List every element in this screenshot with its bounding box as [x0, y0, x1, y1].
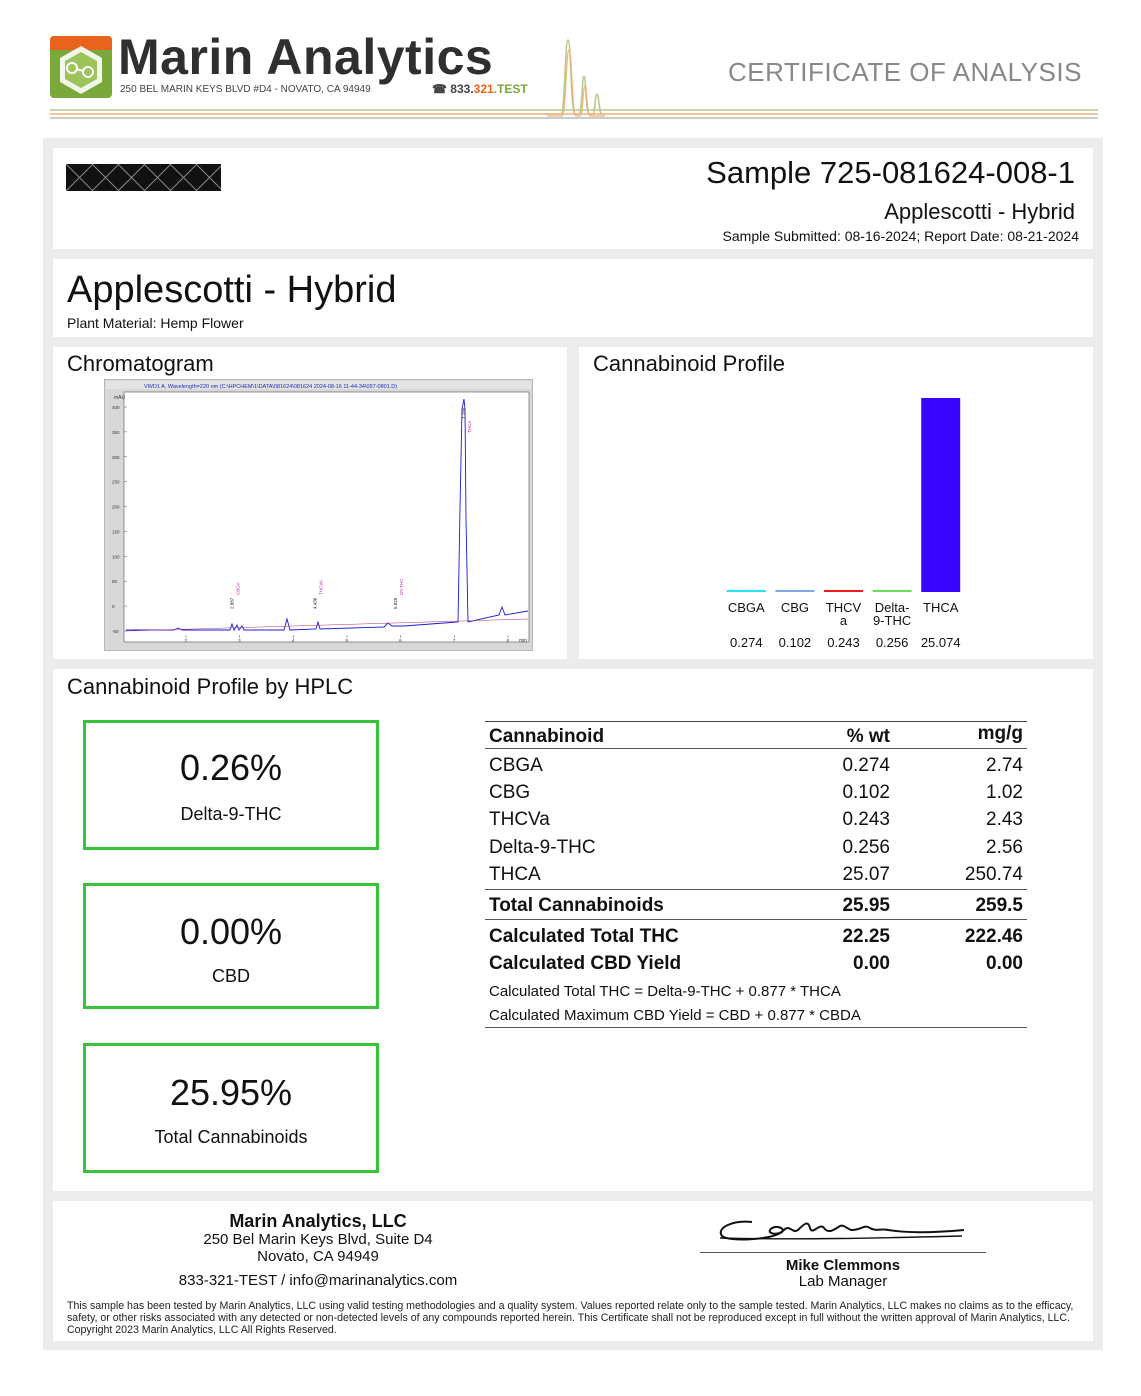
chromatogram-y-tick: 250	[112, 479, 120, 485]
table-row	[485, 861, 1027, 887]
cell-pct: 0.243	[842, 809, 890, 830]
bar-category-label: a	[839, 613, 848, 628]
chromatogram-y-tick: 0	[112, 604, 115, 610]
hplc-title: Cannabinoid Profile by HPLC	[67, 674, 354, 699]
total-cannabinoids-row	[485, 892, 1027, 918]
cell-pct: 25.07	[842, 864, 890, 885]
table-header-row	[485, 723, 1027, 749]
summary-label: CBD	[211, 966, 250, 986]
bar-value-label: 0.243	[827, 635, 860, 650]
summary-value: 25.95%	[169, 1072, 293, 1113]
chromatogram-peak-name: THCA	[466, 420, 472, 433]
header-divider	[50, 108, 1098, 120]
chromatogram-x-tick: 6	[399, 638, 402, 643]
company-address-2: Novato, CA 94949	[257, 1248, 379, 1265]
calculated-cbd-yield-row	[485, 950, 1027, 976]
company-address-1: 250 Bel Marin Keys Blvd, Suite D4	[203, 1231, 433, 1248]
sample-name: Applescotti - Hybrid	[884, 199, 1075, 224]
chromatogram-plot	[104, 379, 533, 651]
cell-mg: 1.02	[986, 782, 1023, 803]
table-row	[485, 834, 1027, 860]
chromatogram-x-tick: 8	[506, 638, 510, 643]
chromatogram-y-unit: mAU	[114, 395, 126, 401]
chromatogram-x-tick: 4	[291, 638, 295, 643]
bar-value-label: 0.256	[875, 635, 909, 650]
cell-name: CBG	[489, 782, 531, 803]
cell-pct: 0.274	[842, 755, 890, 776]
cell-name: Total Cannabinoids	[489, 895, 664, 916]
chromatogram-y-tick: 50	[112, 579, 118, 585]
chromatogram-x-tick: 3	[238, 638, 241, 643]
phone-part-2: 321	[473, 82, 494, 96]
chromatogram-y-tick: 200	[112, 504, 120, 510]
header-pct-wt: % wt	[846, 726, 890, 747]
formula-cbd-yield: Calculated Maximum CBD Yield = CBD + 0.877 * CBDA	[489, 1007, 861, 1024]
signature-image	[712, 1208, 972, 1250]
calculated-total-thc-row	[485, 923, 1027, 949]
summary-value: 0.00%	[179, 911, 283, 952]
bar-category-label: Delta-	[874, 600, 910, 615]
bar-thca	[921, 398, 960, 592]
cell-mg: 250.74	[964, 864, 1023, 885]
lab-logo-icon	[50, 36, 112, 98]
chromatogram-x-tick: 2	[184, 638, 188, 643]
bar-value-label: 0.274	[730, 635, 763, 650]
summary-label: Total Cannabinoids	[154, 1127, 308, 1147]
bar-cbg	[775, 590, 814, 592]
signature-line	[700, 1252, 986, 1253]
cell-pct: 25.95	[842, 895, 890, 916]
plant-material: Plant Material: Hemp Flower	[67, 315, 244, 331]
company-name: Marin Analytics, LLC	[229, 1211, 407, 1231]
signer-title: Lab Manager	[798, 1273, 888, 1290]
chromatogram-peaks-icon	[545, 36, 605, 118]
header-cannabinoid: Cannabinoid	[489, 726, 605, 747]
chromatogram-x-tick: 5	[345, 638, 349, 643]
chromatogram-peak-rt: 4.436	[312, 597, 318, 609]
chromatogram-peak-name: THCVA	[318, 580, 324, 595]
bar-category-label: THCV	[825, 600, 862, 615]
formula-total-thc: Calculated Total THC = Delta-9-THC + 0.877 * THCA	[489, 983, 841, 1000]
sample-dates: Sample Submitted: 08-16-2024; Report Date: 08-21-2024	[722, 228, 1079, 244]
cell-name: Delta-9-THC	[489, 837, 596, 858]
table-row	[485, 779, 1027, 805]
chromatogram-y-tick: 150	[112, 529, 120, 535]
cell-pct: 0.256	[842, 837, 890, 858]
bar-cbga	[727, 590, 766, 592]
chromatogram-y-tick: 300	[112, 454, 120, 460]
cell-name: Calculated CBD Yield	[489, 953, 682, 974]
chromatogram-x-unit: min	[519, 638, 528, 644]
chromatogram-peak-rt: 5.929	[392, 597, 398, 609]
chromatogram-peak-rt: 7.195	[460, 407, 466, 419]
table-row	[485, 752, 1027, 778]
cannabinoid-profile-title: Cannabinoid Profile	[593, 351, 786, 376]
summary-box-cbd	[83, 883, 379, 1009]
brand-address: 250 BEL MARIN KEYS BLVD #D4 - NOVATO, CA 94949	[120, 84, 371, 95]
cell-mg: 0.00	[986, 953, 1023, 974]
cell-mg: 2.56	[986, 837, 1023, 858]
cannabinoid-bar-chart	[700, 380, 1000, 655]
cell-mg: 222.46	[964, 926, 1023, 947]
bar-value-label: 25.074	[920, 635, 961, 650]
chromatogram-title: Chromatogram	[67, 351, 214, 376]
bar-category-label: CBG	[780, 600, 809, 615]
cell-name: Calculated Total THC	[489, 926, 679, 947]
chromatogram-peak-name: D9-THC	[398, 578, 404, 595]
company-contact: 833-321-TEST / info@marinanalytics.com	[178, 1272, 458, 1289]
product-title: Applescotti - Hybrid	[67, 269, 397, 311]
disclaimer-text: This sample has been tested by Marin Analytics, LLC using valid testing methodologies and a quality system. Values reported relate only to the sample tested. Marin Analytics, LLC makes no claims as to the efficacy, safety, or other risks associated with any detected or non-detected levels of any compounds reported herein. This Certificate shall not be reproduced except in full without the written approval of Marin Analytics, LLC. Copyright 2023 Marin Analytics, LLC All Rights Reserved.	[67, 1300, 1074, 1336]
chromatogram-x-tick: 7	[452, 638, 456, 643]
brand-phone	[432, 82, 528, 96]
summary-box-delta9-thc	[83, 720, 379, 850]
cell-mg: 2.74	[986, 755, 1023, 776]
bar-delta-9-thc	[873, 590, 912, 592]
cell-pct: 0.102	[842, 782, 890, 803]
cell-pct: 22.25	[842, 926, 890, 947]
chromatogram-peak-name: CBGA	[235, 582, 241, 595]
cell-name: CBGA	[489, 755, 543, 776]
phone-icon: ☎	[432, 82, 447, 96]
header-mg-g: mg/g	[977, 723, 1023, 744]
chromatogram-y-tick: 400	[112, 405, 120, 410]
report-header	[0, 0, 1141, 125]
phone-part-1: 833.	[450, 82, 474, 96]
cell-name: THCVa	[489, 809, 550, 830]
bar-category-label: THCA	[923, 600, 959, 615]
chromatogram-y-tick: 100	[112, 554, 120, 560]
cell-pct: 0.00	[853, 953, 890, 974]
summary-label: Delta-9-THC	[180, 804, 282, 824]
summary-box-total-cannabinoids	[83, 1043, 379, 1173]
cell-mg: 259.5	[975, 895, 1023, 916]
summary-value: 0.26%	[179, 747, 283, 788]
bar-thcva	[824, 590, 863, 592]
document-title: CERTIFICATE OF ANALYSIS	[728, 57, 1082, 87]
cell-name: THCA	[489, 864, 541, 885]
bar-value-label: 0.102	[778, 635, 812, 650]
chromatogram-y-tick: -50	[112, 629, 119, 634]
phone-part-3: .TEST	[493, 82, 528, 96]
brand-name: Marin Analytics	[118, 29, 494, 85]
sample-id: Sample 725-081624-008-1	[706, 155, 1075, 190]
bar-category-label: 9-THC	[872, 613, 912, 628]
cell-mg: 2.43	[986, 809, 1023, 830]
redacted-block	[66, 164, 221, 191]
chromatogram-header-text: VWD1 A, Wavelength=220 nm (C:\HPCHEM\1\DATA\081624\081624 2024-08-16 11-44-34\057-0801.D)	[144, 384, 398, 390]
chromatogram-peak-rt: 2.887	[229, 597, 235, 609]
bar-category-label: CBGA	[727, 600, 765, 615]
chromatogram-y-tick: 350	[112, 429, 120, 435]
table-row	[485, 806, 1027, 832]
signer-name: Mike Clemmons	[785, 1257, 901, 1274]
